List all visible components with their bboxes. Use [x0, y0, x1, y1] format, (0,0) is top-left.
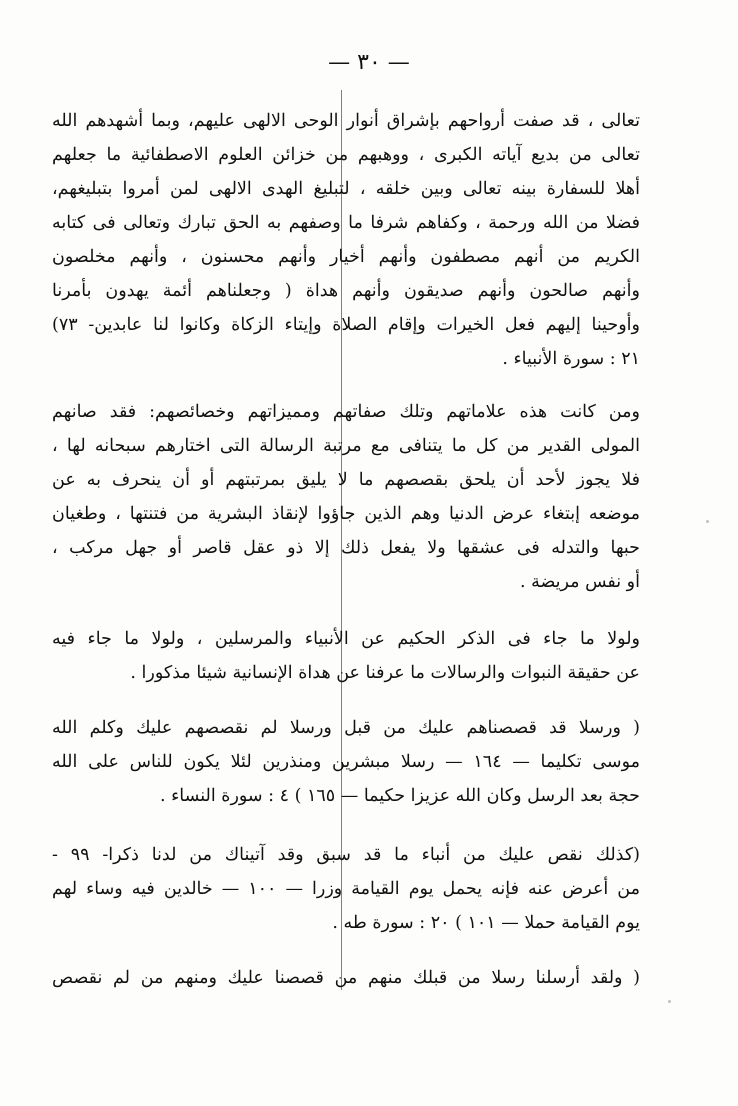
text-line: ومن كانت هذه علاماتهم وتلك صفاتهم ومميزاتهم وخصائصهم: فقد صانهم	[52, 402, 640, 422]
scan-speck	[706, 520, 709, 523]
page-number: — ٣٠ —	[328, 50, 410, 75]
text-line: ( ورسلا قد قصصناهم عليك من قبل ورسلا لم نقصصهم عليك وكلم الله	[52, 718, 640, 738]
text-line: من أعرض عنه فإنه يحمل يوم القيامة وزرا — ١٠٠ — خالدين فيه وساء لهم	[52, 879, 640, 899]
text-line: تعالى من بديع آياته الكبرى ، ووهبهم من خزائن العلوم الاصطفائية ما جعلهم	[52, 145, 640, 165]
text-line: وأنهم صالحون وأنهم صديقون وأنهم هداة ( وجعلناهم أئمة يهدون بأمرنا	[52, 281, 640, 301]
text-line: حبها والتدله فى عشقها ولا يفعل ذلك إلا ذو عقل قاصر أو جهل مركب ،	[52, 538, 640, 558]
text-line: (كذلك نقص عليك من أنباء ما قد سبق وقد آتيناك من لدنا ذكرا- ٩٩ -	[52, 845, 640, 865]
text-line: موضعه إبتغاء عرض الدنيا وهم الذين جاؤوا لإنقاذ البشرية من فتنتها ، وطغيان	[52, 504, 640, 524]
text-line: عن حقيقة النبوات والرسالات ما عرفنا عن هداة الإنسانية شيئا مذكورا .	[130, 663, 640, 683]
scan-speck	[668, 1000, 671, 1003]
text-line: ( ولقد أرسلنا رسلا من قبلك منهم من قصصنا عليك ومنهم من لم نقصص	[52, 968, 640, 988]
text-line: فضلا من الله ورحمة ، وكفاهم شرفا ما وصفهم به الحق تبارك وتعالى فى كتابه	[52, 213, 640, 233]
text-line: أو نفس مريضة .	[519, 572, 640, 592]
text-line: أهلا للسفارة بينه تعالى وبين خلقه ، لتبليغ الهدى الالهى لمن أمروا بتبليغهم،	[52, 179, 640, 199]
text-line: موسى تكليما — ١٦٤ — رسلا مبشرين ومنذرين لئلا يكون للناس على الله	[52, 752, 640, 772]
text-line: وأوحينا إليهم فعل الخيرات وإقام الصلاة وإيتاء الزكاة وكانوا لنا عابدين- ٧٣)	[52, 315, 640, 335]
text-line: يوم القيامة حملا — ١٠١ ) ٢٠ : سورة طه .	[332, 913, 640, 933]
text-line: المولى القدير من كل ما يتنافى مع مرتبة الرسالة التى اختارهم سبحانه لها ،	[52, 436, 640, 456]
text-line: حجة بعد الرسل وكان الله عزيزا حكيما — ١٦٥ ) ٤ : سورة النساء .	[159, 786, 640, 806]
text-line: تعالى ، قد صفت أرواحهم بإشراق أنوار الوحى الالهى عليهم، وبما أشهدهم الله	[52, 111, 640, 131]
text-line: الكريم من أنهم مصطفون وأنهم أخيار وأنهم محسنون ، وأنهم مخلصون	[52, 247, 640, 267]
text-line: ولولا ما جاء فى الذكر الحكيم عن الأنبياء والمرسلين ، ولولا ما جاء فيه	[52, 629, 640, 649]
text-line: فلا يجوز لأحد أن يلحق بقصصهم ما لا يليق بمرتبتهم أو أن ينحرف به عن	[52, 470, 640, 490]
text-line: ٢١ : سورة الأنبياء .	[502, 349, 640, 369]
